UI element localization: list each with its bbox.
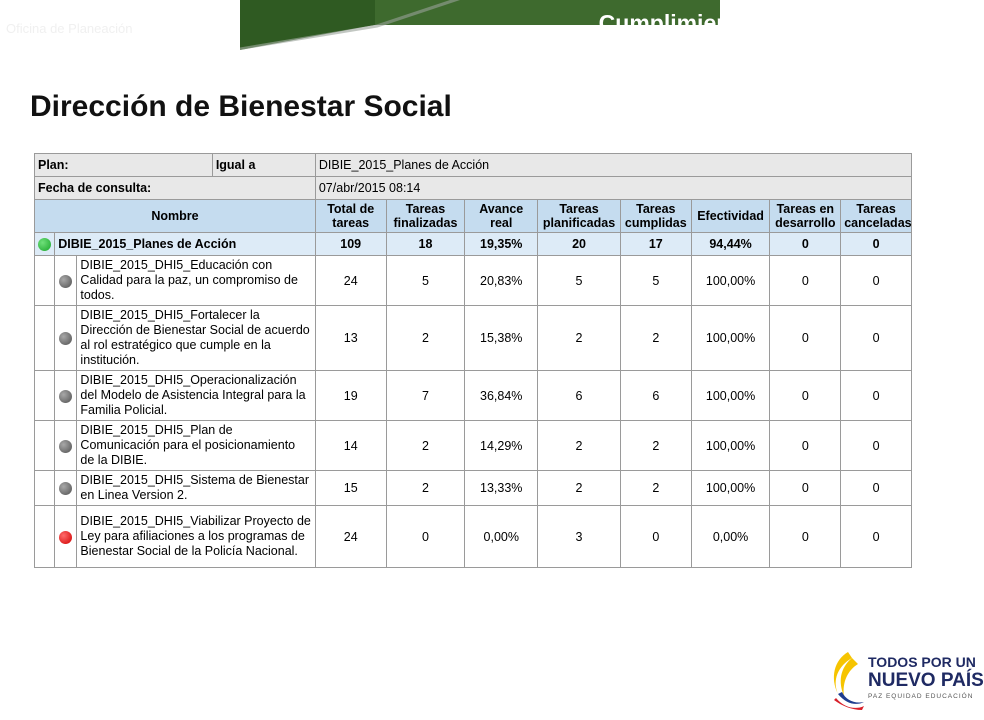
indent-cell bbox=[35, 306, 55, 371]
summary-finalizadas: 18 bbox=[386, 233, 465, 256]
status-red-icon bbox=[59, 531, 72, 544]
row-status bbox=[55, 421, 77, 471]
col-canceladas: Tareas canceladas bbox=[841, 200, 912, 233]
row-desarrollo: 0 bbox=[770, 306, 841, 371]
plan-filter-row bbox=[35, 154, 912, 177]
row-planificadas: 2 bbox=[538, 471, 621, 506]
table-row bbox=[35, 306, 912, 371]
row-efectividad: 100,00% bbox=[691, 421, 770, 471]
row-desarrollo: 0 bbox=[770, 471, 841, 506]
col-desarrollo: Tareas en desarrollo bbox=[770, 200, 841, 233]
row-cumplidas: 2 bbox=[620, 471, 691, 506]
summary-name: DIBIE_2015_Planes de Acción bbox=[55, 233, 316, 256]
date-row bbox=[35, 177, 912, 200]
row-name: DIBIE_2015_DHI5_Viabilizar Proyecto de Ley para afiliaciones a los programas de Bienestar Social de la Policía Nacional. bbox=[77, 506, 315, 568]
row-total: 13 bbox=[315, 306, 386, 371]
row-efectividad: 100,00% bbox=[691, 306, 770, 371]
date-label: Fecha de consulta: bbox=[35, 177, 316, 200]
indent-cell bbox=[35, 371, 55, 421]
row-desarrollo: 0 bbox=[770, 421, 841, 471]
col-nombre: Nombre bbox=[35, 200, 316, 233]
summary-avance: 19,35% bbox=[465, 233, 538, 256]
table-row bbox=[35, 256, 912, 306]
indent-cell bbox=[35, 471, 55, 506]
row-avance: 20,83% bbox=[465, 256, 538, 306]
col-efectividad: Efectividad bbox=[691, 200, 770, 233]
row-finalizadas: 7 bbox=[386, 371, 465, 421]
header-org-block bbox=[6, 2, 215, 38]
summary-total: 109 bbox=[315, 233, 386, 256]
action-plan-table bbox=[34, 153, 912, 568]
row-canceladas: 0 bbox=[841, 506, 912, 568]
summary-canceladas: 0 bbox=[841, 233, 912, 256]
summary-planificadas: 20 bbox=[538, 233, 621, 256]
row-planificadas: 2 bbox=[538, 306, 621, 371]
office-name: Oficina de Planeación bbox=[6, 21, 133, 36]
row-name: DIBIE_2015_DHI5_Plan de Comunicación para el posicionamiento de la DIBIE. bbox=[77, 421, 315, 471]
row-name: DIBIE_2015_DHI5_Educación con Calidad para la paz, un compromiso de todos. bbox=[77, 256, 315, 306]
row-finalizadas: 2 bbox=[386, 471, 465, 506]
row-cumplidas: 2 bbox=[620, 421, 691, 471]
row-total: 14 bbox=[315, 421, 386, 471]
table-row bbox=[35, 506, 912, 568]
row-status bbox=[55, 371, 77, 421]
row-status bbox=[55, 471, 77, 506]
row-efectividad: 0,00% bbox=[691, 506, 770, 568]
row-status bbox=[55, 506, 77, 568]
row-desarrollo: 0 bbox=[770, 371, 841, 421]
row-canceladas: 0 bbox=[841, 471, 912, 506]
row-avance: 15,38% bbox=[465, 306, 538, 371]
status-gray-icon bbox=[59, 440, 72, 453]
status-gray-icon bbox=[59, 390, 72, 403]
row-avance: 14,29% bbox=[465, 421, 538, 471]
row-efectividad: 100,00% bbox=[691, 256, 770, 306]
row-total: 24 bbox=[315, 256, 386, 306]
summary-desarrollo: 0 bbox=[770, 233, 841, 256]
row-canceladas: 0 bbox=[841, 421, 912, 471]
operator-label: Igual a bbox=[212, 154, 315, 177]
col-finalizadas: Tareas finalizadas bbox=[386, 200, 465, 233]
row-desarrollo: 0 bbox=[770, 256, 841, 306]
row-planificadas: 3 bbox=[538, 506, 621, 568]
summary-cumplidas: 17 bbox=[620, 233, 691, 256]
row-total: 24 bbox=[315, 506, 386, 568]
org-name: Policía Nacional de Colombia bbox=[6, 2, 216, 19]
row-finalizadas: 2 bbox=[386, 306, 465, 371]
plan-value: DIBIE_2015_Planes de Acción bbox=[315, 154, 911, 177]
row-total: 15 bbox=[315, 471, 386, 506]
col-cumplidas: Tareas cumplidas bbox=[620, 200, 691, 233]
row-planificadas: 2 bbox=[538, 421, 621, 471]
col-avance: Avance real bbox=[465, 200, 538, 233]
summary-efectividad: 94,44% bbox=[691, 233, 770, 256]
logo-line3: PAZ EQUIDAD EDUCACIÓN bbox=[868, 693, 974, 700]
date-value: 07/abr/2015 08:14 bbox=[315, 177, 911, 200]
row-efectividad: 100,00% bbox=[691, 371, 770, 421]
todos-por-un-nuevo-pais-logo bbox=[828, 650, 984, 710]
col-planificadas: Tareas planificadas bbox=[538, 200, 621, 233]
col-total: Total de tareas bbox=[315, 200, 386, 233]
row-status bbox=[55, 256, 77, 306]
row-cumplidas: 2 bbox=[620, 306, 691, 371]
table-row bbox=[35, 421, 912, 471]
logo-line2: NUEVO PAÍS bbox=[868, 670, 984, 691]
row-finalizadas: 2 bbox=[386, 421, 465, 471]
row-cumplidas: 6 bbox=[620, 371, 691, 421]
table-row bbox=[35, 371, 912, 421]
table-row bbox=[35, 471, 912, 506]
row-finalizadas: 0 bbox=[386, 506, 465, 568]
indent-cell bbox=[35, 256, 55, 306]
row-canceladas: 0 bbox=[841, 256, 912, 306]
indent-cell bbox=[35, 506, 55, 568]
row-status bbox=[55, 306, 77, 371]
plan-label: Plan: bbox=[35, 154, 213, 177]
row-avance: 0,00% bbox=[465, 506, 538, 568]
status-gray-icon bbox=[59, 275, 72, 288]
row-planificadas: 6 bbox=[538, 371, 621, 421]
row-canceladas: 0 bbox=[841, 371, 912, 421]
row-cumplidas: 5 bbox=[620, 256, 691, 306]
section-title: Cumplimiento Planes de Acción bbox=[598, 10, 948, 36]
status-gray-icon bbox=[59, 332, 72, 345]
row-name: DIBIE_2015_DHI5_Operacionalización del Modelo de Asistencia Integral para la Familia Policial. bbox=[77, 371, 315, 421]
row-total: 19 bbox=[315, 371, 386, 421]
row-finalizadas: 5 bbox=[386, 256, 465, 306]
logo-line1: TODOS POR UN bbox=[868, 654, 976, 670]
row-cumplidas: 0 bbox=[620, 506, 691, 568]
summary-row bbox=[35, 233, 912, 256]
row-avance: 36,84% bbox=[465, 371, 538, 421]
page-title: Dirección de Bienestar Social bbox=[30, 90, 452, 123]
flag-swoosh-icon bbox=[828, 650, 866, 710]
status-gray-icon bbox=[59, 482, 72, 495]
indent-cell bbox=[35, 421, 55, 471]
row-planificadas: 5 bbox=[538, 256, 621, 306]
row-canceladas: 0 bbox=[841, 306, 912, 371]
row-name: DIBIE_2015_DHI5_Fortalecer la Dirección de Bienestar Social de acuerdo al rol estratégico que cumple en la institución. bbox=[77, 306, 315, 371]
status-green-icon bbox=[38, 238, 51, 251]
row-efectividad: 100,00% bbox=[691, 471, 770, 506]
row-desarrollo: 0 bbox=[770, 506, 841, 568]
summary-status bbox=[35, 233, 55, 256]
table-header-row bbox=[35, 200, 912, 233]
row-name: DIBIE_2015_DHI5_Sistema de Bienestar en Linea Version 2. bbox=[77, 471, 315, 506]
row-avance: 13,33% bbox=[465, 471, 538, 506]
